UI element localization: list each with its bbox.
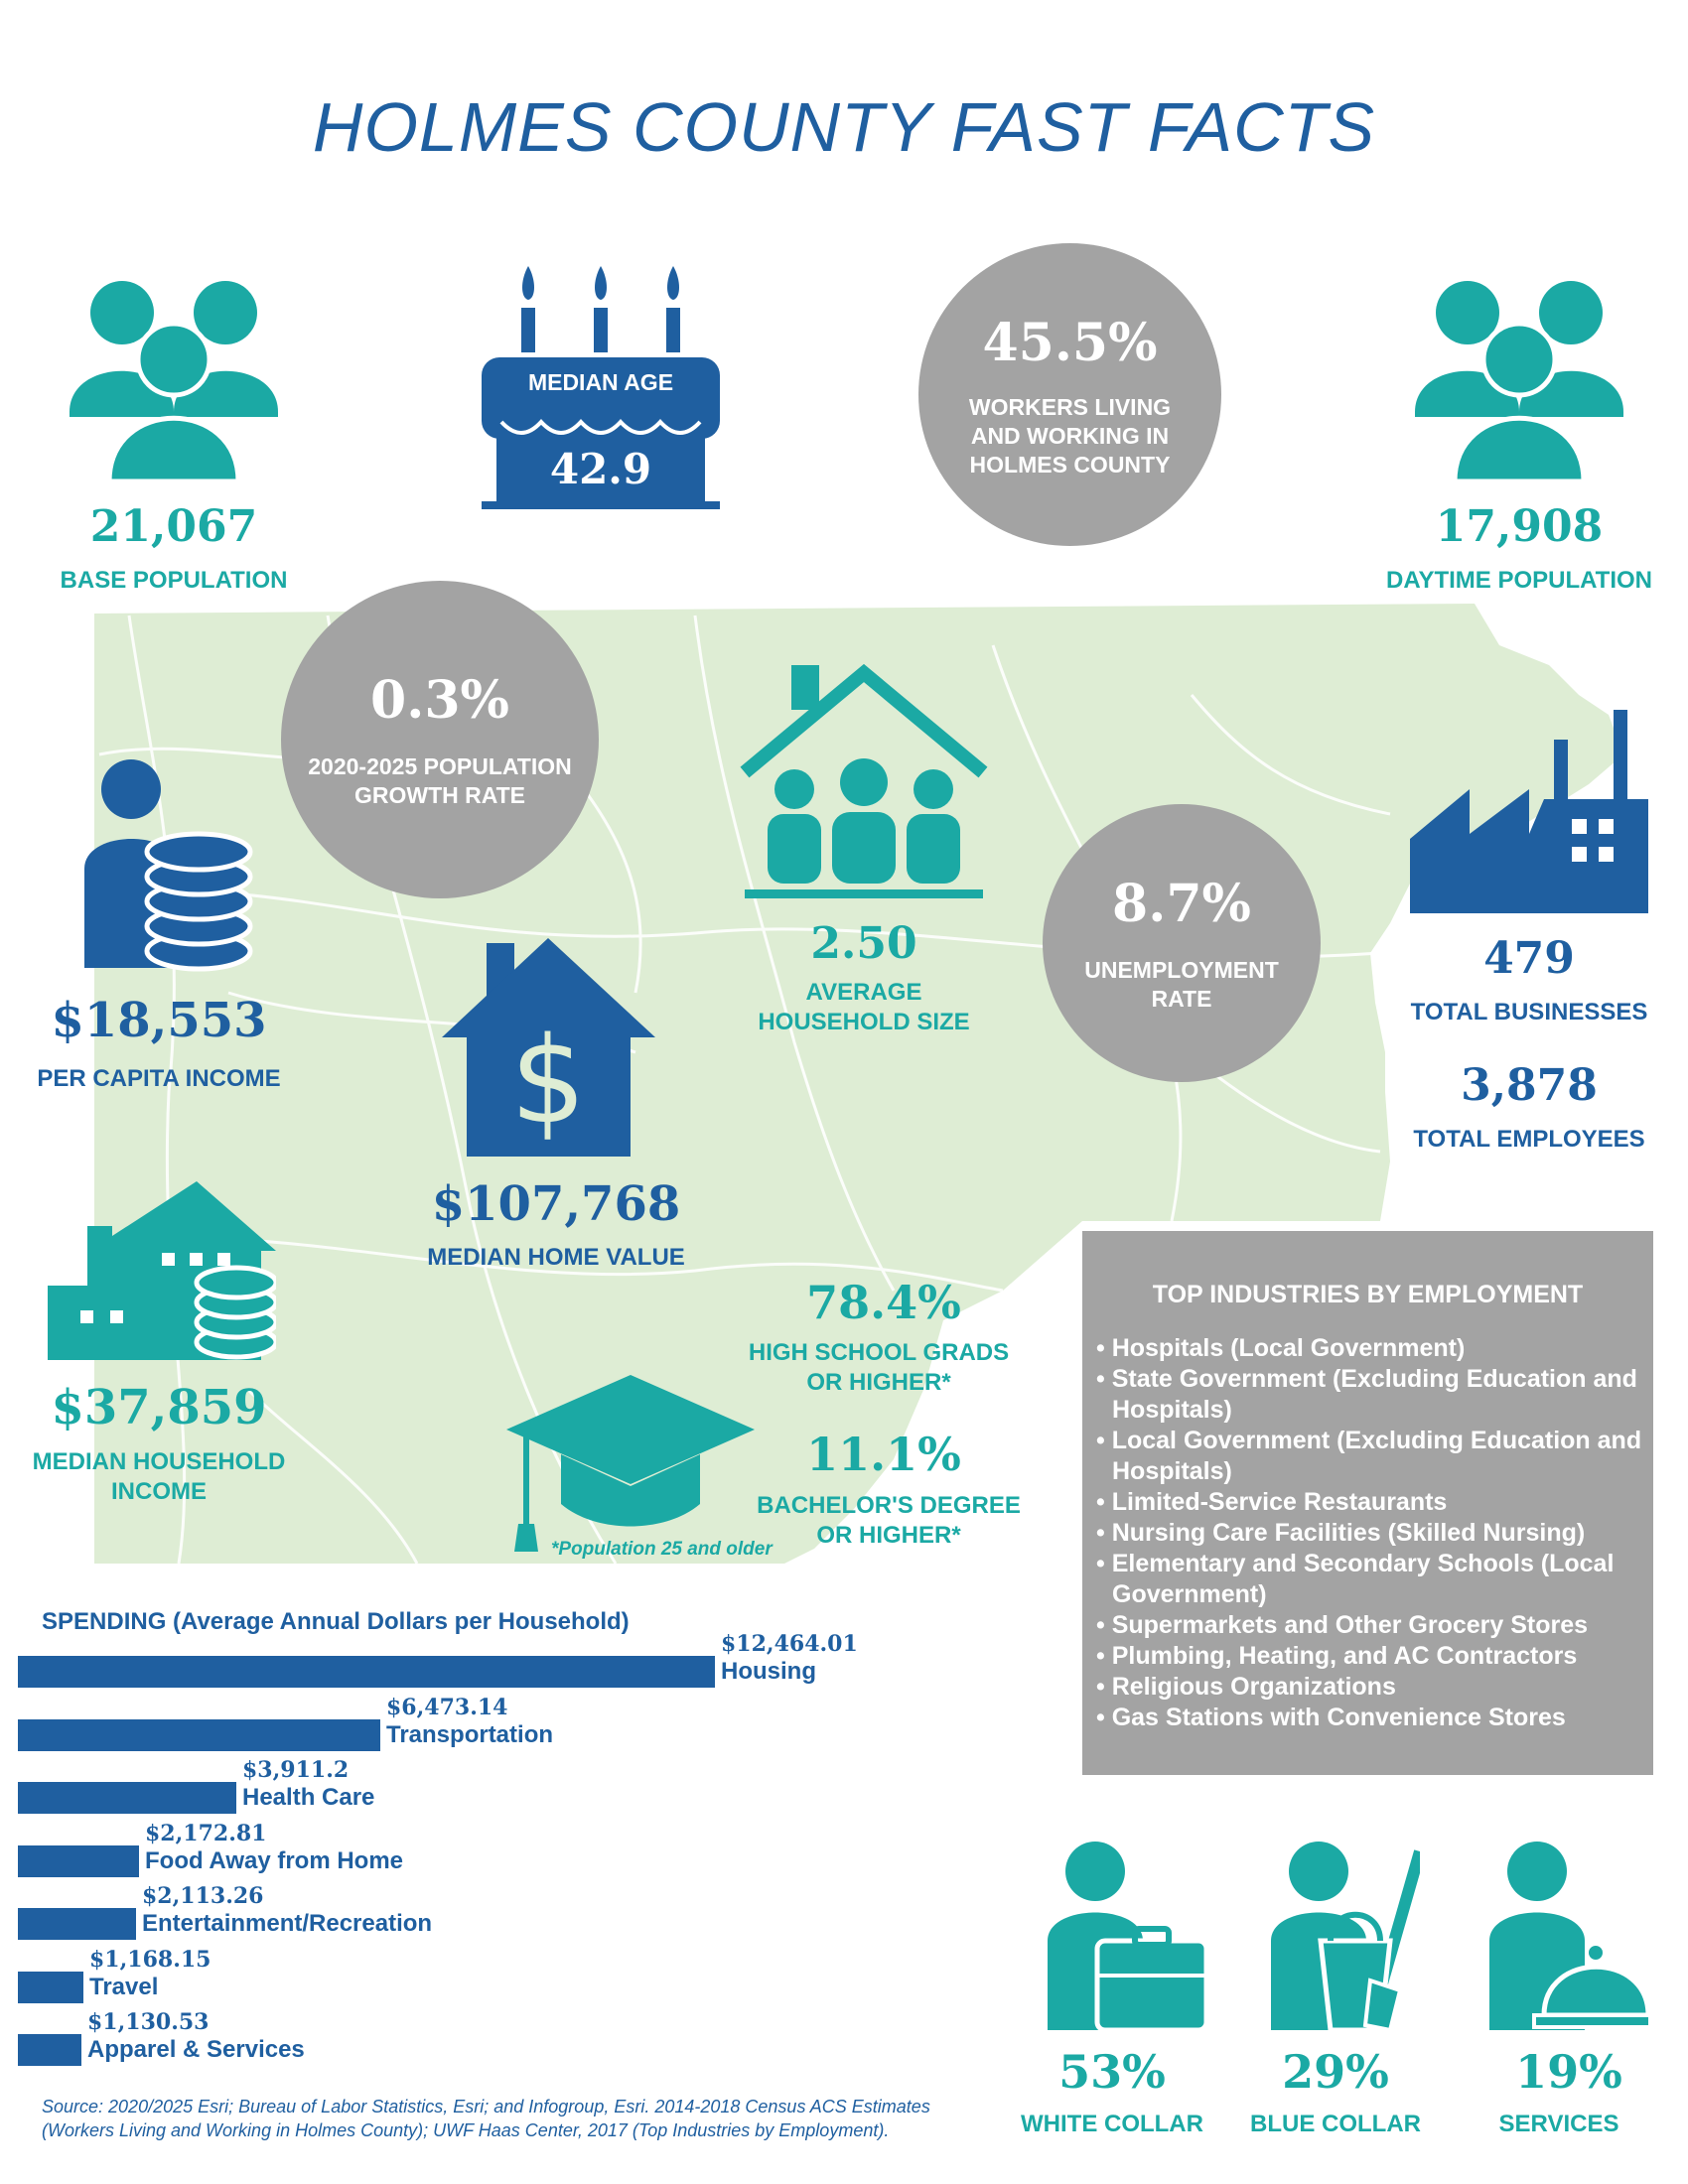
median-age-label: MEDIAN AGE [527,369,674,395]
industry-item: • Nursing Care Facilities (Skilled Nursing) [1096,1519,1586,1547]
family-house-icon [735,655,993,903]
industry-item: • Limited-Service Restaurants [1096,1488,1448,1516]
base-population-label: BASE POPULATION [60,567,288,594]
bachelors-label-2: OR HIGHER* [816,1522,961,1549]
top-industries-title: TOP INDUSTRIES BY EMPLOYMENT [1152,1281,1584,1308]
spending-bar [18,1782,236,1814]
services-label: SERVICES [1498,2111,1619,2137]
top-industries-panel [1082,1231,1653,1775]
household-size-value: 2.50 [810,918,917,969]
industry-item: • Local Government (Excluding Education and Hospitals) [1096,1427,1642,1485]
factory-icon [1410,710,1648,913]
household-size-label-2: HOUSEHOLD SIZE [758,1009,970,1035]
services-cloche-icon [1489,1842,1648,2035]
total-businesses-label: TOTAL BUSINESSES [1410,999,1648,1025]
industry-item: • Religious Organizations [1096,1673,1396,1701]
spending-category-label: Transportation [386,1720,554,1748]
per-capita-income-label: PER CAPITA INCOME [37,1065,281,1092]
house-dollar-icon [442,933,655,1157]
spending-category-label: Food Away from Home [145,1846,404,1874]
house-coins-icon [48,1181,276,1360]
industry-item: • Supermarkets and Other Grocery Stores [1096,1611,1589,1639]
person-coins-icon [79,759,253,973]
unemployment-circle [1043,804,1321,1082]
workers-living-circle [918,243,1221,546]
svg-text:$: $ [509,1013,587,1151]
spending-value-label: $1,168.15 [89,1946,211,1973]
median-age-value: 42.9 [549,445,652,493]
total-employees-label: TOTAL EMPLOYEES [1413,1126,1645,1153]
people-group-icon [1410,278,1628,481]
industry-item: • Gas Stations with Convenience Stores [1096,1704,1566,1731]
people-group-icon [65,278,283,481]
white-collar-value: 53% [1058,2045,1166,2099]
page-title: HOLMES COUNTY FAST FACTS [312,88,1376,166]
growth-rate-circle [281,581,599,898]
spending-category-label: Travel [89,1973,159,2000]
high-school-value: 78.4% [806,1276,961,1329]
services-value: 19% [1515,2045,1622,2099]
spending-title: SPENDING (Average Annual Dollars per Household) [42,1608,630,1635]
spending-bar [18,1972,83,2003]
white-collar-briefcase-icon [1048,1842,1206,2035]
unemployment-value: 8.7% [1112,874,1251,934]
top-industries-list [1096,1333,1642,1733]
blue-collar-bucket-icon [1271,1842,1420,2035]
growth-rate-value: 0.3% [370,670,509,731]
total-employees-value: 3,878 [1461,1060,1598,1111]
spending-bar [18,2034,81,2066]
industry-item: • Hospitals (Local Government) [1096,1334,1466,1362]
spending-bar [18,1845,139,1877]
growth-rate-label: 2020-2025 POPULATION GROWTH RATE [308,753,572,808]
per-capita-income-value: $18,553 [51,993,267,1048]
base-population-value: 21,067 [89,501,258,552]
spending-value-label: $12,464.01 [721,1631,858,1657]
daytime-population-label: DAYTIME POPULATION [1385,567,1653,594]
spending-bar [18,1656,715,1688]
spending-category-label: Entertainment/Recreation [142,1910,433,1937]
industry-item: • State Government (Excluding Education and Hospitals) [1096,1365,1637,1424]
median-household-income-label-1: MEDIAN HOUSEHOLD [32,1448,286,1475]
median-home-value-value: $107,768 [431,1176,681,1232]
industry-item: • Plumbing, Heating, and AC Contractors [1096,1642,1578,1670]
spending-value-label: $2,172.81 [145,1820,267,1846]
daytime-population-value: 17,908 [1435,501,1604,552]
high-school-label-2: OR HIGHER* [806,1369,951,1396]
median-household-income-value: $37,859 [51,1380,267,1435]
spending-value-label: $1,130.53 [87,2009,210,2035]
spending-bar [18,1908,136,1940]
spending-value-label: $3,911.2 [242,1757,350,1783]
spending-bar-chart [0,1631,993,2085]
blue-collar-label: BLUE COLLAR [1250,2111,1421,2137]
bachelors-value: 11.1% [806,1428,961,1481]
median-home-value-label: MEDIAN HOME VALUE [427,1244,685,1271]
spending-category-label: Health Care [242,1784,375,1811]
unemployment-label: UNEMPLOYMENT RATE [1084,957,1279,1012]
spending-value-label: $2,113.26 [142,1883,264,1909]
household-size-label-1: AVERAGE [805,979,922,1006]
population-footnote: *Population 25 and older [551,1539,773,1560]
spending-value-label: $6,473.14 [386,1694,508,1720]
workers-living-value: 45.5% [982,313,1158,373]
source-note: Source: 2020/2025 Esri; Bureau of Labor Statistics, Esri; and Infogroup, Esri. 2014-2018 Census ACS Estimates (Workers Living and Working in Holmes County); UWF Haas Center, 2017 (Top Industries by Employment). [42,2097,930,2140]
workers-living-label: WORKERS LIVING AND WORKING IN HOLMES COUNTY [968,394,1172,478]
bachelors-label-1: BACHELOR'S DEGREE [757,1492,1021,1519]
industry-item: • Elementary and Secondary Schools (Local Government) [1096,1550,1615,1608]
spending-category-label: Housing [721,1658,816,1685]
blue-collar-value: 29% [1282,2045,1389,2099]
total-businesses-value: 479 [1483,933,1575,984]
spending-bar [18,1719,380,1751]
spending-category-label: Apparel & Services [87,2036,305,2063]
median-household-income-label-2: INCOME [111,1478,207,1505]
graduation-cap-icon [506,1375,755,1554]
high-school-label-1: HIGH SCHOOL GRADS [748,1339,1010,1366]
white-collar-label: WHITE COLLAR [1021,2111,1203,2137]
